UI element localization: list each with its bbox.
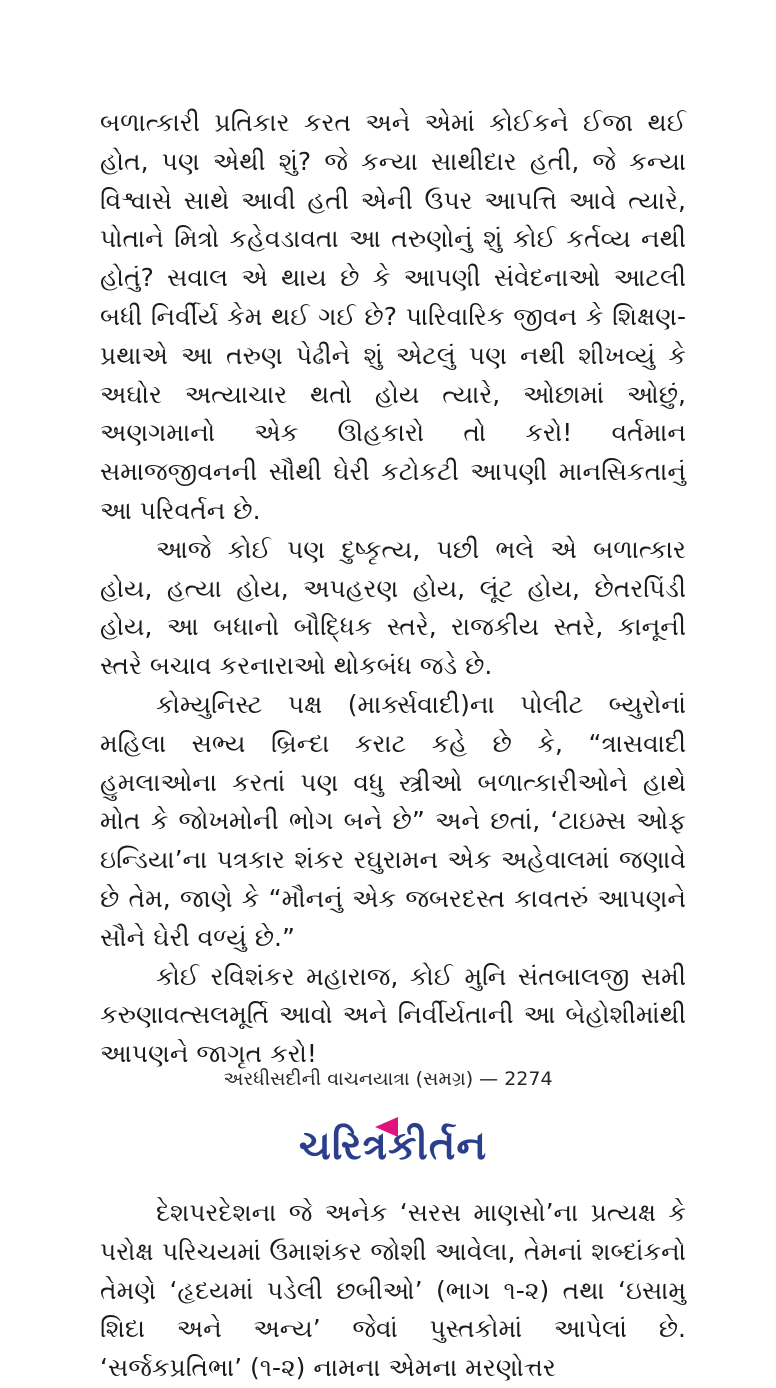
running-footer: અરધીસદીની વાચનયાત્રા (સમગ્ર) — 2274 xyxy=(223,1068,553,1090)
body-paragraph-4: કોઈ રવિશંકર મહારાજ, કોઈ મુનિ સંતબાલજી સમી કરુણાવત્સલમૂર્તિ આવો અને નિર્વીર્યતાની આ બેહોશીમાંથી આપણને જાગૃત કરો! xyxy=(100,961,686,1069)
page-body xyxy=(100,104,686,1388)
section-title: ચરિત્રકીર્તન xyxy=(298,1122,488,1169)
body-paragraph-3: કોમ્યુનિસ્ટ પક્ષ (માર્ક્સવાદી)ના પોલીટ બ્યુરોનાં મહિલા સભ્ય બ્રિન્દા કરાટ કહે છે કે, “ત્રાસવાદી હુમલાઓના કરતાં પણ વધુ સ્ત્રીઓ બળાત્કારીઓને હાથે મોત કે જોખમોની ભોગ બને છે” અને છતાં, ‘ટાઇમ્સ ઓફ ઇન્ડિયા’ના પત્રકાર શંકર રઘુરામન એક અહેવાલમાં જણાવે છે તેમ, જાણે કે “મૌનનું એક જબરદસ્ત કાવતરું આપણને સૌને ઘેરી વળ્યું છે.” xyxy=(100,689,686,952)
body-paragraph-5: દેશપરદેશના જે અનેક ‘સરસ માણસો’ના પ્રત્યક્ષ કે પરોક્ષ પરિચયમાં ઉમાશંકર જોશી આવેલા, તેમનાં શબ્દાંકનો તેમણે ‘હૃદયમાં પડેલી છબીઓ’ (ભાગ ૧-૨) તથા ‘ઇસામુ શિદા અને અન્ય’ જેવાં પુસ્તકોમાં આપેલાં છે. ‘સર્જકપ્રતિભા’ (૧-૨) નામના એમના મરણોત્તર xyxy=(100,1197,686,1383)
body-paragraph-2: આજે કોઈ પણ દુષ્કૃત્ય, પછી ભલે એ બળાત્કાર હોય, હત્યા હોય, અપહરણ હોય, લૂંટ હોય, છેતરપિંડી હોય, આ બધાનો બૌદ્ધિક સ્તરે, રાજકીય સ્તરે, કાનૂની સ્તરે બચાવ કરનારાઓ થોકબંધ જડે છે. xyxy=(100,534,686,681)
previous-page-icon[interactable] xyxy=(375,1117,398,1137)
body-paragraph-1: બળાત્કારી પ્રતિકાર કરત અને એમાં કોઈકને ઈજા થઈ હોત, પણ એથી શું? જે કન્યા સાથીદાર હતી, જે કન્યા વિશ્વાસે સાથે આવી હતી એની ઉપર આપત્તિ આવે ત્યારે, પોતાને મિત્રો કહેવડાવતા આ તરુણોનું શું કોઈ કર્તવ્ય નથી હોતું? સવાલ એ થાય છે કે આપણી સંવેદનાઓ આટલી બધી નિર્વીર્ય કેમ થઈ ગઈ છે? પારિવારિક જીવન કે શિક્ષણ-પ્રથાએ આ તરુણ પેઢીને શું એટલું પણ નથી શીખવ્યું કે અઘોર અત્યાચાર થતો હોય ત્યારે, ઓછામાં ઓછું, અણગમાનો એક ઊહકારો તો કરો! વર્તમાન સમાજજીવનની સૌથી ઘેરી કટોકટી આપણી માનસિકતાનું આ પરિવર્તન છે. xyxy=(100,108,686,525)
